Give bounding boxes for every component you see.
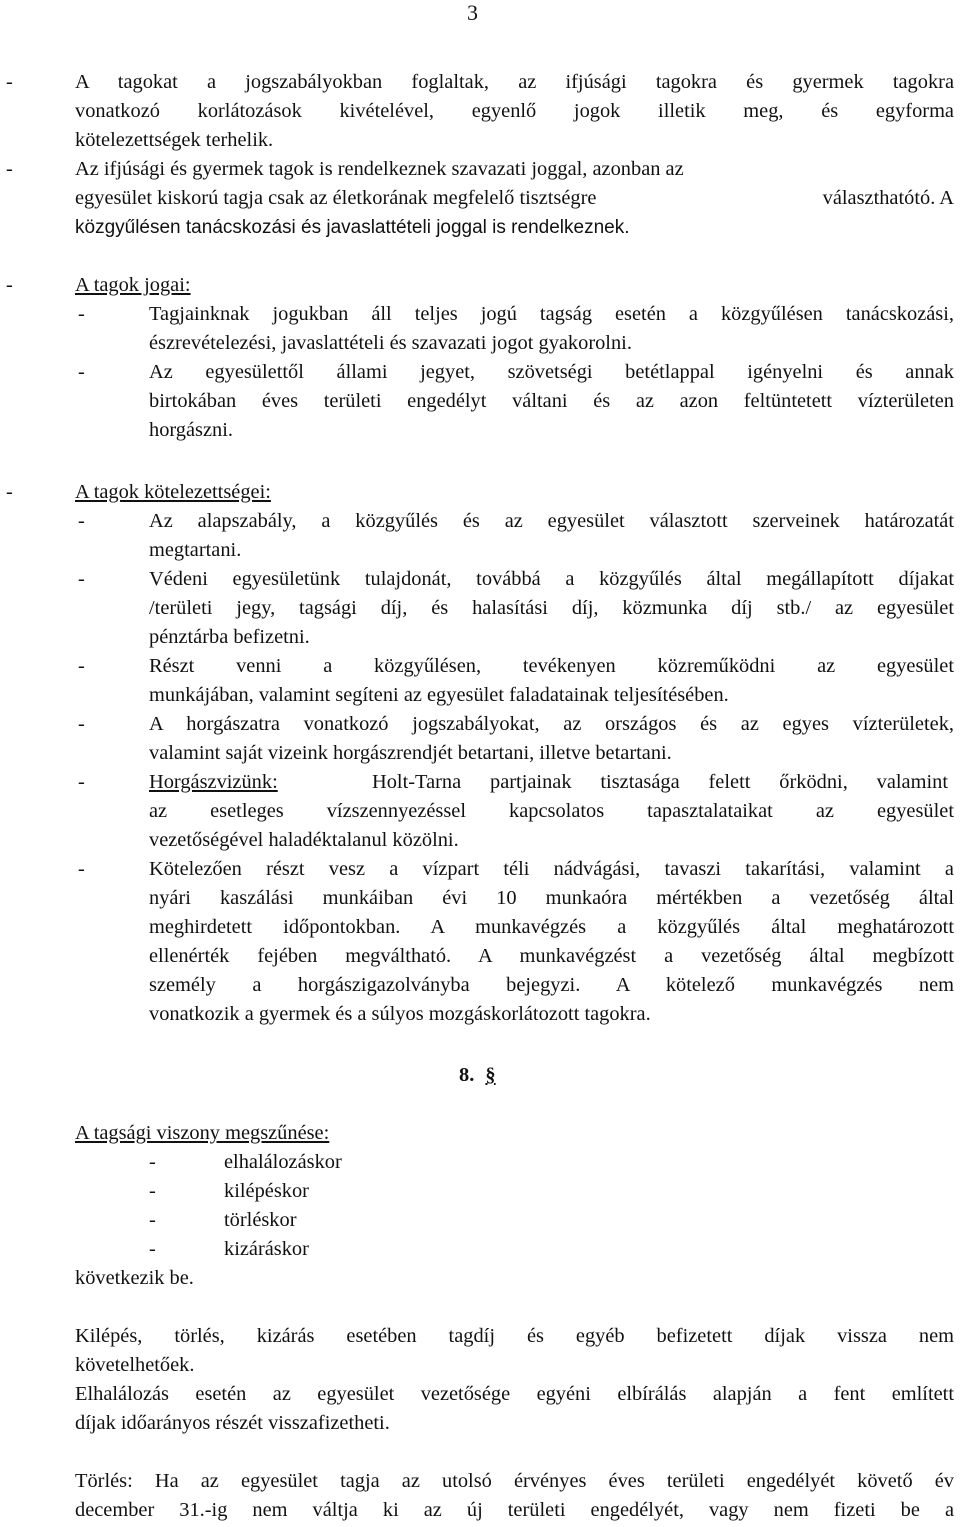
line: horgászni. — [149, 419, 234, 441]
list-dash: - — [149, 1238, 156, 1260]
line: munkájában, valamint segíteni az egyesület faladatainak teljesítésében. — [149, 684, 729, 706]
list-item — [0, 358, 960, 445]
line: Az alapszabály, a közgyűlés és az egyesület választott szerveinek határozatát — [149, 510, 954, 532]
list-dash: - — [78, 771, 85, 793]
list-item — [149, 1148, 960, 1177]
list-dash: - — [149, 1180, 156, 1202]
list-item-text: kizáráskor — [224, 1238, 309, 1260]
list-item-text: kilépéskor — [224, 1180, 309, 1202]
rights-heading: A tagok jogai: — [75, 274, 191, 296]
list-item — [149, 1235, 960, 1264]
line: birtokában éves területi engedélyt váltani és az azon feltüntetett vízterületen — [149, 390, 954, 412]
list-item — [0, 300, 960, 358]
line: Kilépés, törlés, kizárás esetében tagdíj és egyéb befizetett díjak vissza nem — [75, 1325, 954, 1347]
termination-paragraphs — [0, 1322, 960, 1525]
line: Részt venni a közgyűlésen, tevékenyen közreműködni az egyesület — [149, 655, 954, 677]
termination-list — [0, 1148, 960, 1264]
list-item — [0, 768, 960, 855]
list-item-text: elhalálozáskor — [224, 1151, 342, 1173]
paragraph — [0, 1380, 960, 1438]
list-item-text: törléskor — [224, 1209, 297, 1231]
line: nyári kaszálási munkáiban évi 10 munkaóra mértékben a vezetőség által — [149, 887, 954, 909]
list-item — [0, 710, 960, 768]
list-item — [0, 565, 960, 652]
line: megtartani. — [149, 539, 242, 561]
line: Az ifjúsági és gyermek tagok is rendelkeznek szavazati joggal, azonban az — [75, 158, 684, 180]
paragraph — [0, 1467, 960, 1525]
line-part: választhatótó. A — [822, 187, 954, 209]
line: december 31.-ig nem váltja ki az új területi engedélyét, vagy nem fizeti be a — [75, 1499, 954, 1521]
line: kötelezettségek terhelik. — [75, 129, 274, 151]
line-part: egyesület kiskorú tagja csak az életkorának megfelelő tisztségre — [75, 187, 597, 209]
page-number: 3 — [467, 0, 478, 25]
list-dash: - — [6, 158, 13, 180]
list-item — [0, 855, 960, 1029]
list-dash: - — [149, 1209, 156, 1231]
paragraph — [0, 1322, 960, 1380]
duties-section — [0, 478, 960, 1029]
line: /területi jegy, tagsági díj, és halasítási díj, közmunka díj stb./ az egyesület — [149, 597, 954, 619]
line-part: Holt-Tarna partjainak tisztasága felett őrködni, valamint — [372, 771, 948, 793]
line: az esetleges vízszennyezéssel kapcsolatos tapasztalataikat az egyesület — [149, 800, 954, 822]
line: Törlés: Ha az egyesület tagja az utolsó érvényes éves területi engedélyét követő év — [75, 1470, 954, 1492]
horgaszvizunk-label: Horgászvizünk: — [149, 771, 278, 793]
line: Elhalálozás esetén az egyesület vezetősége egyéni elbírálás alapján a fent említett — [75, 1383, 954, 1405]
line: vezetőségével haladéktalanul közölni. — [149, 829, 459, 851]
line: A tagokat a jogszabályokban foglaltak, az ifjúsági tagokra és gyermek tagokra — [75, 71, 954, 93]
line: személy a horgászigazolványba bejegyzi. A kötelező munkavégzés nem — [149, 974, 954, 996]
list-dash: - — [78, 303, 85, 325]
list-dash: - — [78, 510, 85, 532]
list-dash: - — [6, 71, 13, 93]
list-dash: - — [6, 274, 13, 296]
intro-section — [0, 68, 960, 242]
list-dash: - — [78, 568, 85, 590]
line: követelhetőek. — [75, 1354, 195, 1376]
list-dash: - — [149, 1151, 156, 1173]
line: vonatkozó korlátozások kivételével, egyenlő jogok illetik meg, és egyforma — [75, 100, 954, 122]
rights-section — [0, 271, 960, 445]
list-item — [149, 1177, 960, 1206]
intro-item — [0, 155, 960, 242]
line — [149, 768, 954, 797]
line — [75, 184, 954, 213]
list-item — [0, 652, 960, 710]
line: Kötelezően részt vesz a vízpart téli nádvágási, tavaszi takarítási, valamint a — [149, 858, 954, 880]
section-symbol: § — [485, 1064, 496, 1086]
rights-heading-row — [0, 271, 960, 300]
list-dash: - — [78, 361, 85, 383]
line: Védeni egyesületünk tulajdonát, továbbá a közgyűlés által megállapított díjakat — [149, 568, 954, 590]
section-heading — [459, 1061, 496, 1090]
list-dash: - — [78, 858, 85, 880]
line: díjak időarányos részét visszafizetheti. — [75, 1412, 390, 1434]
termination-section — [0, 1119, 960, 1293]
section-number: 8. — [459, 1064, 475, 1086]
line: ellenérték fejében megváltható. A munkavégzést a vezetőség által megbízott — [149, 945, 954, 967]
list-item — [149, 1206, 960, 1235]
line: A horgászatra vonatkozó jogszabályokat, az országos és az egyes vízterületek, — [149, 713, 954, 735]
line: közgyűlésen tanácskozási és javaslattételi joggal is rendelkeznek. — [75, 217, 630, 238]
line: Az egyesülettől állami jegyet, szövetségi betétlappal igényelni és annak — [149, 361, 954, 383]
list-dash: - — [6, 481, 13, 503]
duties-heading-row — [0, 478, 960, 507]
line: Tagjainknak jogukban áll teljes jogú tagság esetén a közgyűlésen tanácskozási, — [149, 303, 954, 325]
line: vonatkozik a gyermek és a súlyos mozgáskorlátozott tagokra. — [149, 1003, 651, 1025]
duties-heading: A tagok kötelezettségei: — [75, 481, 271, 503]
list-item — [0, 507, 960, 565]
termination-closing: következik be. — [75, 1267, 194, 1289]
line: valamint saját vizeink horgászrendjét betartani, illetve betartani. — [149, 742, 672, 764]
line: meghirdetett időpontokban. A munkavégzés a közgyűlés által meghatározott — [149, 916, 954, 938]
line: pénztárba befizetni. — [149, 626, 310, 648]
intro-item — [0, 68, 960, 155]
termination-heading: A tagsági viszony megszűnése: — [75, 1122, 330, 1144]
line: észrevételezési, javaslattételi és szavazati jogot gyakorolni. — [149, 332, 632, 354]
list-dash: - — [78, 713, 85, 735]
list-dash: - — [78, 655, 85, 677]
termination-heading-row — [0, 1119, 960, 1148]
